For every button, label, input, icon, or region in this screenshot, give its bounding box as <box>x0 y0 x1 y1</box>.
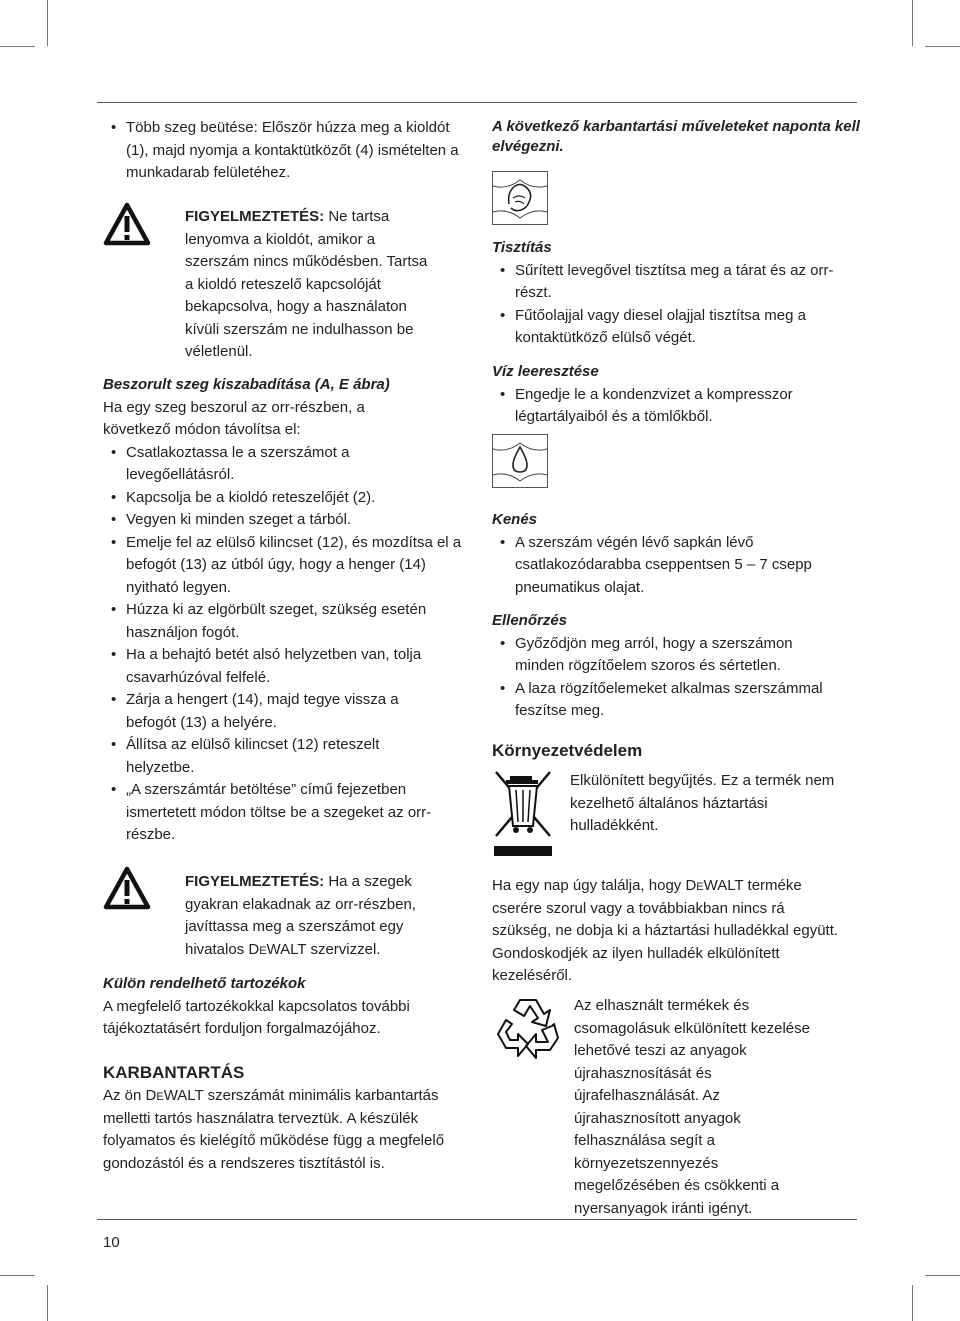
recycle-text: Az elhasznált termékek és csomagolásuk elkülönített kezelése lehetővé teszi az anyagok újrahasznosítását és újrafelhasználását. Az újrahasznosított anyagok felhasználása segít a környezetszennyezés megelőzésében és csökkenti a nyersanyagok iránti igényt. <box>574 997 810 1217</box>
weee-text: Elkülönített begyűjtés. Ez a termék nem kezelhető általános háztartási hulladékként. <box>570 772 835 834</box>
warning-block-2 <box>103 866 468 966</box>
warning-text-part: WALT szervizzel. <box>266 940 381 958</box>
crop-mark <box>47 1285 48 1321</box>
section-title: Tisztítás <box>492 239 552 256</box>
text-part: WALT szerszámát minimális karbantartás melletti tartós használatra terveztük. A készülék folyamatos és kielégítő működése függ a megfelelő gondozástól és a rendszeres tisztítástól is. <box>103 1087 445 1172</box>
cleaning-section <box>492 237 862 350</box>
check-list <box>492 633 862 723</box>
brand-small-caps: e <box>696 877 704 894</box>
environment-section <box>492 739 862 763</box>
maintenance-section <box>103 1061 468 1175</box>
list-item: • Csatlakoztassa le a szerszámot a levegőellátásról. <box>103 442 366 487</box>
hand-cleaning-icon <box>493 172 547 224</box>
jam-steps-list <box>103 442 463 847</box>
list-item: • Fűtőolajjal vagy diesel olajjal tisztítsa meg a kontaktütköző elülső végét. <box>492 305 835 350</box>
maintenance-text <box>103 1085 463 1175</box>
crop-mark <box>0 1275 35 1276</box>
warning-label: FIGYELMEZTETÉS: <box>185 873 325 890</box>
section-title: Külön rendelhető tartozékok <box>103 975 306 992</box>
warning-triangle-icon <box>103 866 151 910</box>
cleaning-list <box>492 260 862 350</box>
list-item: • Sűrített levegővel tisztítsa meg a tárat és az orr-részt. <box>492 260 845 305</box>
intro-list <box>103 117 468 185</box>
water-drop-icon <box>493 435 547 487</box>
accessories-text: A megfelelő tartozékokkal kapcsolatos további tájékoztatásért forduljon forgalmazójához. <box>103 997 410 1037</box>
left-column <box>103 117 468 185</box>
page-number: 10 <box>103 1234 120 1251</box>
section-heading: KARBANTARTÁS <box>103 1063 245 1082</box>
list-item: • Engedje le a kondenzvizet a kompresszor légtartályaiból és a tömlőkből. <box>492 384 835 429</box>
list-item: • Több szeg beütése: Először húzza meg a kioldót (1), majd nyomja a kontaktütközőt (4) ismételten a munkadarab felületéhez. <box>103 117 468 185</box>
warning-text-2 <box>185 871 450 961</box>
crop-mark <box>0 46 35 47</box>
list-item: • Állítsa az elülső kilincset (12) reteszelt helyzetbe. <box>103 734 426 779</box>
crop-mark <box>925 1275 960 1276</box>
list-item: • Ha a behajtó betét alsó helyzetben van, tolja csavarhúzóval felfelé. <box>103 644 463 689</box>
section-title: Ellenőrzés <box>492 612 568 629</box>
warning-triangle-icon <box>103 202 151 246</box>
list-item: • Győződjön meg arról, hogy a szerszámon minden rögzítőelem szoros és sértetlen. <box>492 633 835 678</box>
right-column <box>492 117 862 157</box>
text-part: Az ön D <box>103 1087 157 1104</box>
disposal-paragraph <box>492 875 842 988</box>
text-part: WALT terméke cserére szorul vagy a továbbiakban nincs rá szükség, ne dobja ki a háztartási hulladékkal együtt. Gondoskodjék az ilyen hulladék elkülönített kezeléséről. <box>492 877 839 984</box>
warning-label: FIGYELMEZTETÉS: <box>185 208 325 225</box>
list-item: • Vegyen ki minden szeget a tárból. <box>103 509 463 532</box>
drain-list <box>492 384 862 429</box>
section-heading: Környezetvédelem <box>492 741 643 760</box>
crop-mark <box>925 46 960 47</box>
crop-mark <box>47 0 48 46</box>
list-item: • Kapcsolja be a kioldó reteszelőjét (2). <box>103 487 463 510</box>
header-rule <box>97 102 857 103</box>
water-icon-box <box>492 434 548 488</box>
section-title: Víz leeresztése <box>492 363 599 380</box>
accessories-section <box>103 973 453 1041</box>
crop-mark <box>912 1285 913 1321</box>
section-title: Beszorult szeg kiszabadítása (A, E ábra) <box>103 376 390 393</box>
warning-body: Ne tartsa lenyomva a kioldót, amikor a szerszám nincs működésben. Tartsa a kioldó reteszelő kapcsolóját bekapcsolva, hogy a használaton kívüli szerszám ne indulhasson be véletlenül. <box>185 208 428 360</box>
list-item: • Zárja a hengert (14), majd tegye vissza a befogót (13) a helyére. <box>103 689 426 734</box>
list-item: • A laza rögzítőelemeket alkalmas szerszámmal feszítse meg. <box>492 678 875 723</box>
lubrication-section <box>492 509 862 599</box>
jam-section <box>103 374 468 847</box>
crop-mark <box>912 0 913 46</box>
crossed-bin-icon <box>492 768 554 858</box>
brand-small-caps: e <box>156 1087 164 1104</box>
jam-intro: Ha egy szeg beszorul az orr-részben, a következő módon távolítsa el: <box>103 398 365 438</box>
list-item: • Emelje fel az elülső kilincset (12), és mozdítsa el a befogót (13) az útból úgy, hogy a henger (14) nyitható legyen. <box>103 532 463 600</box>
recycle-icon <box>492 994 564 1062</box>
list-item: • Húzza ki az elgörbült szeget, szükség esetén használjon fogót. <box>103 599 466 644</box>
cleaning-icon-box <box>492 171 548 225</box>
text-part: Ha egy nap úgy találja, hogy D <box>492 877 697 894</box>
warning-text-1 <box>185 206 435 364</box>
list-item: • A szerszám végén lévő sapkán lévő csatlakozódarabba cseppentsen 5 – 7 csepp pneumatikus olajat. <box>492 532 855 600</box>
section-title: Kenés <box>492 511 538 528</box>
check-section <box>492 610 862 723</box>
brand-small-caps: e <box>259 940 267 958</box>
drain-section <box>492 361 862 429</box>
list-item: • „A szerszámtár betöltése” című fejezetben ismertetett módon töltse be a szegeket az orr-részbe. <box>103 779 463 847</box>
daily-note: A következő karbantartási műveleteket naponta kell elvégezni. <box>492 118 860 155</box>
warning-text-part: Ha a szegek gyakran elakadnak az orr-részben, javíttassa meg a szerszámot egy hivatalos D <box>185 873 416 958</box>
warning-block-1 <box>103 200 468 365</box>
lubrication-list <box>492 532 862 600</box>
